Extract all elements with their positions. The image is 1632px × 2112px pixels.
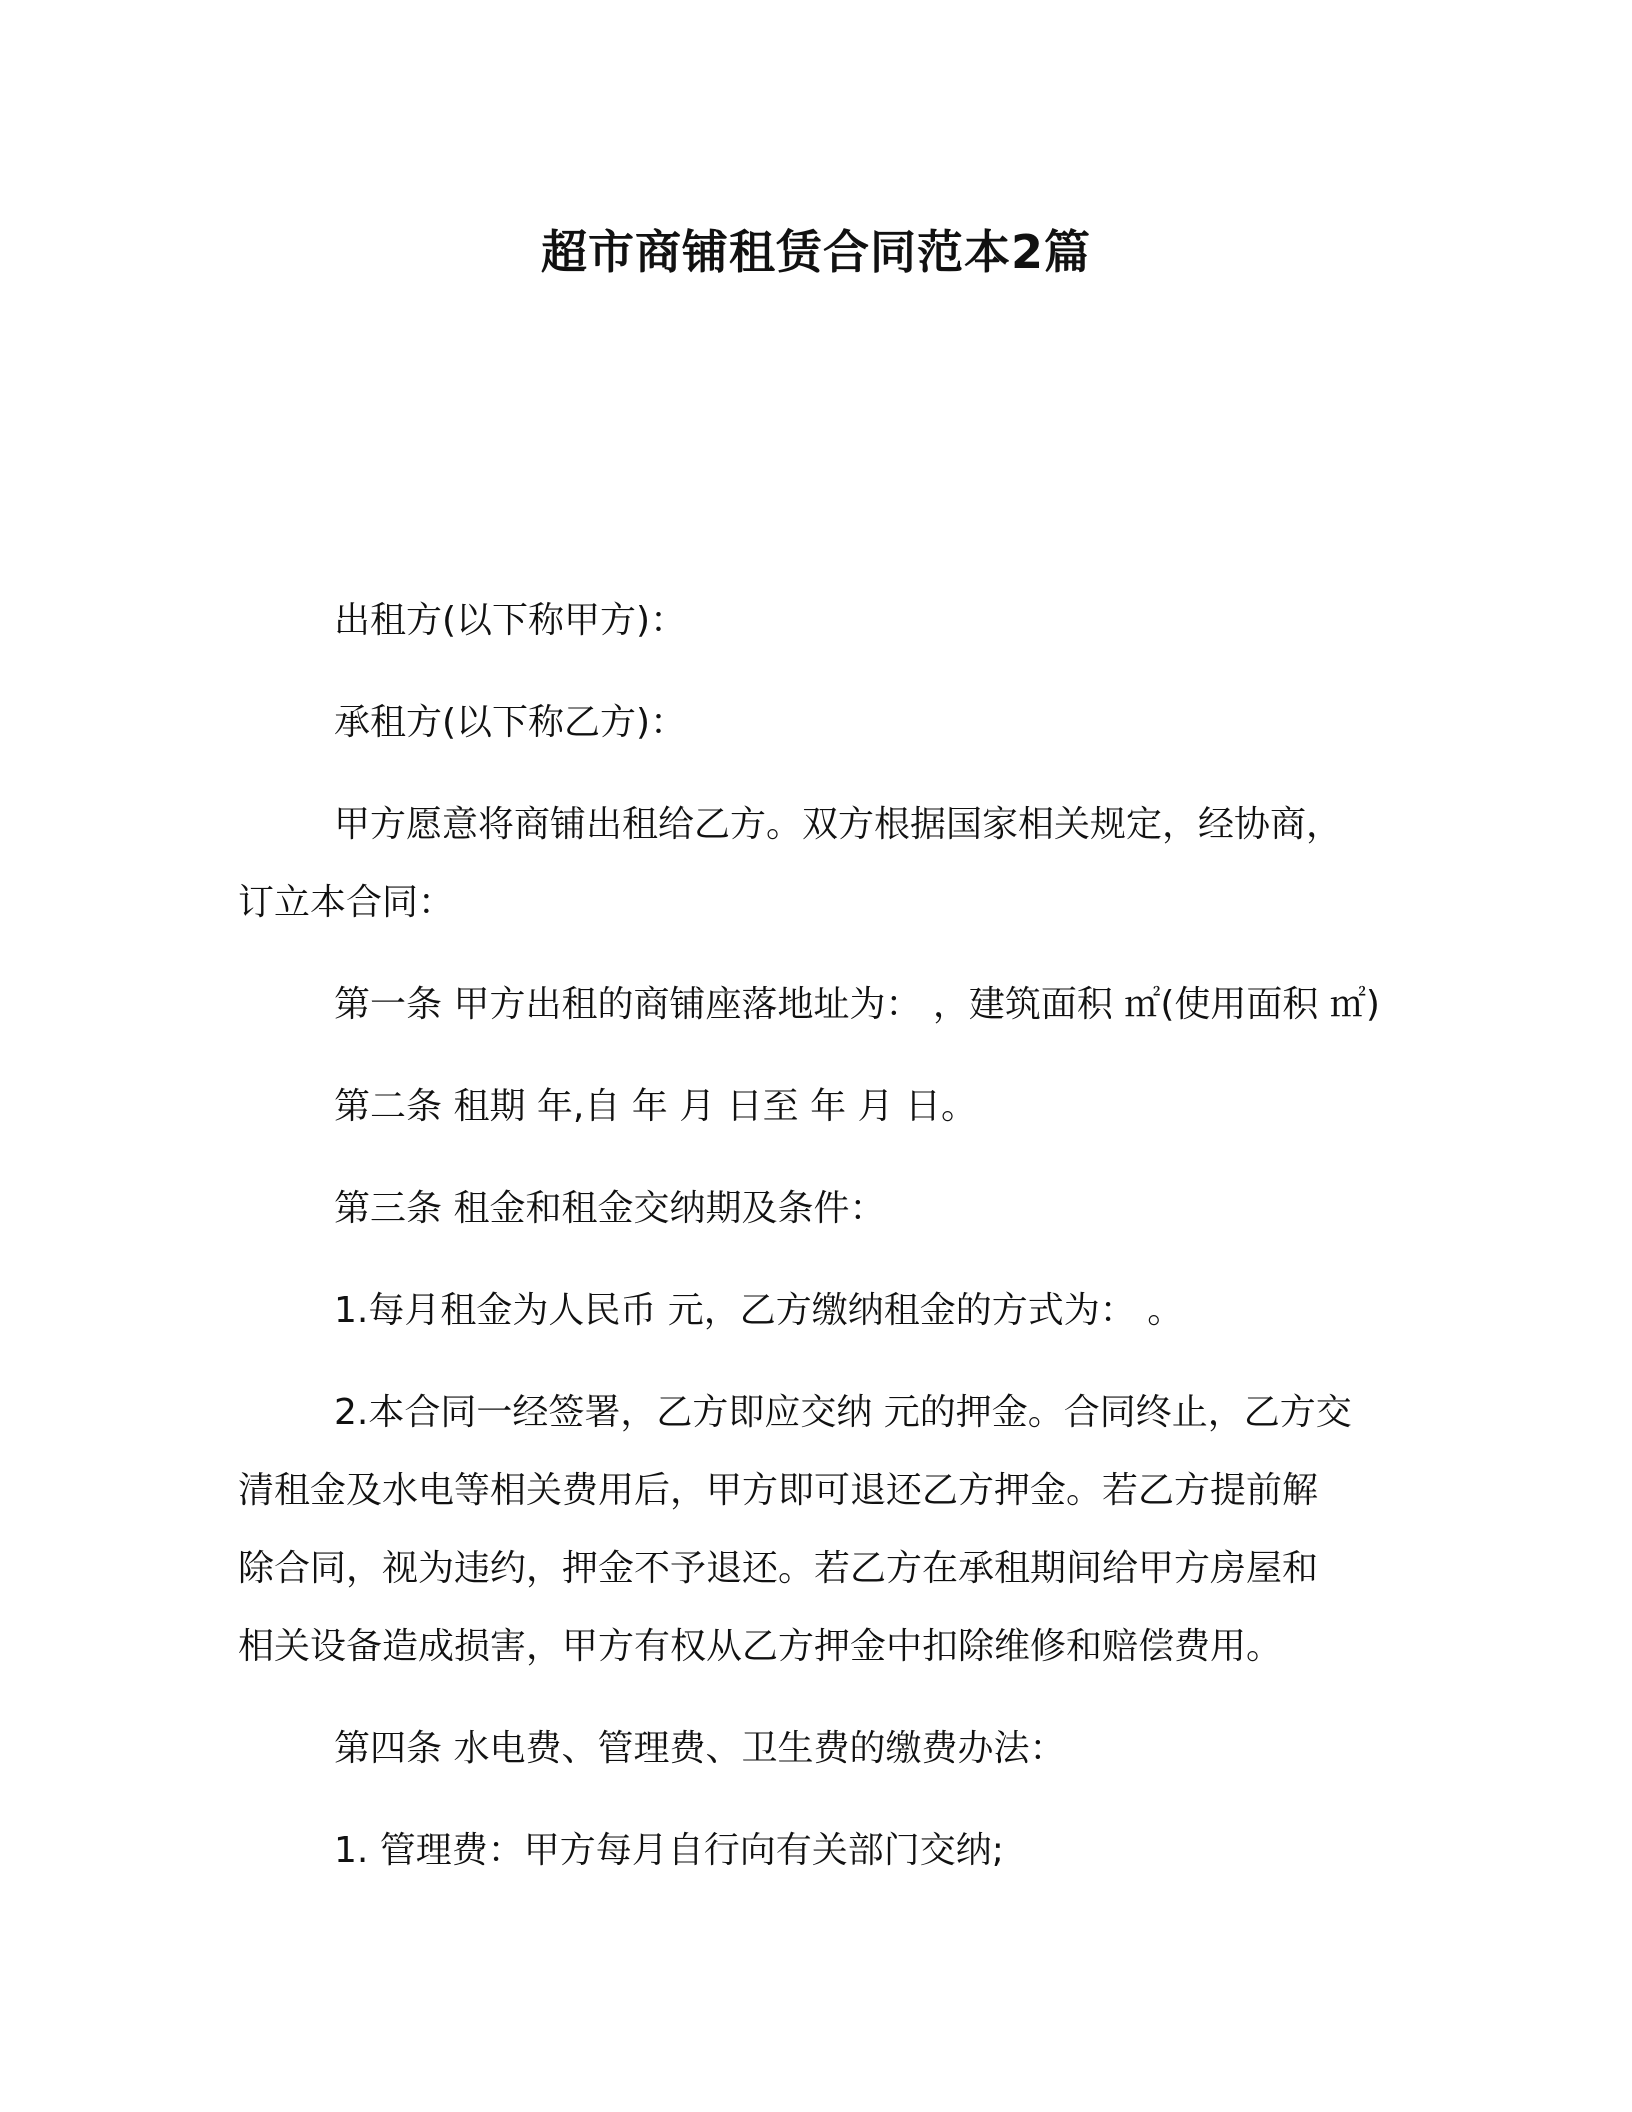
paragraph-lessee: 承租方(以下称乙方)： — [334, 702, 687, 743]
paragraph-article-1: 第一条 甲方出租的商铺座落地址为： ，建筑面积 ㎡(使用面积 ㎡) — [334, 984, 1380, 1025]
paragraph-article-3-item-2-line-1: 2.本合同一经签署，乙方即应交纳 元的押金。合同终止，乙方交 — [334, 1392, 1352, 1433]
paragraph-article-2: 第二条 租期 年,自 年 月 日至 年 月 日。 — [334, 1086, 977, 1127]
paragraph-article-3-item-2-line-4: 相关设备造成损害，甲方有权从乙方押金中扣除维修和赔偿费用。 — [238, 1626, 1283, 1667]
document-title: 超市商铺租赁合同范本2篇 — [540, 225, 1091, 279]
paragraph-article-4-item-1: 1. 管理费：甲方每月自行向有关部门交纳; — [334, 1830, 1004, 1871]
paragraph-intro-line-2: 订立本合同： — [238, 882, 455, 923]
paragraph-article-4: 第四条 水电费、管理费、卫生费的缴费办法： — [334, 1728, 1066, 1769]
paragraph-article-3-item-2-line-3: 除合同，视为违约，押金不予退还。若乙方在承租期间给甲方房屋和 — [238, 1548, 1319, 1589]
paragraph-lessor: 出租方(以下称甲方)： — [334, 600, 687, 641]
paragraph-article-3: 第三条 租金和租金交纳期及条件： — [334, 1188, 886, 1229]
paragraph-article-3-item-2-line-2: 清租金及水电等相关费用后，甲方即可退还乙方押金。若乙方提前解 — [238, 1470, 1319, 1511]
paragraph-article-3-item-1: 1.每月租金为人民币 元，乙方缴纳租金的方式为： 。 — [334, 1290, 1184, 1331]
paragraph-intro-line-1: 甲方愿意将商铺出租给乙方。双方根据国家相关规定，经协商， — [334, 804, 1343, 845]
